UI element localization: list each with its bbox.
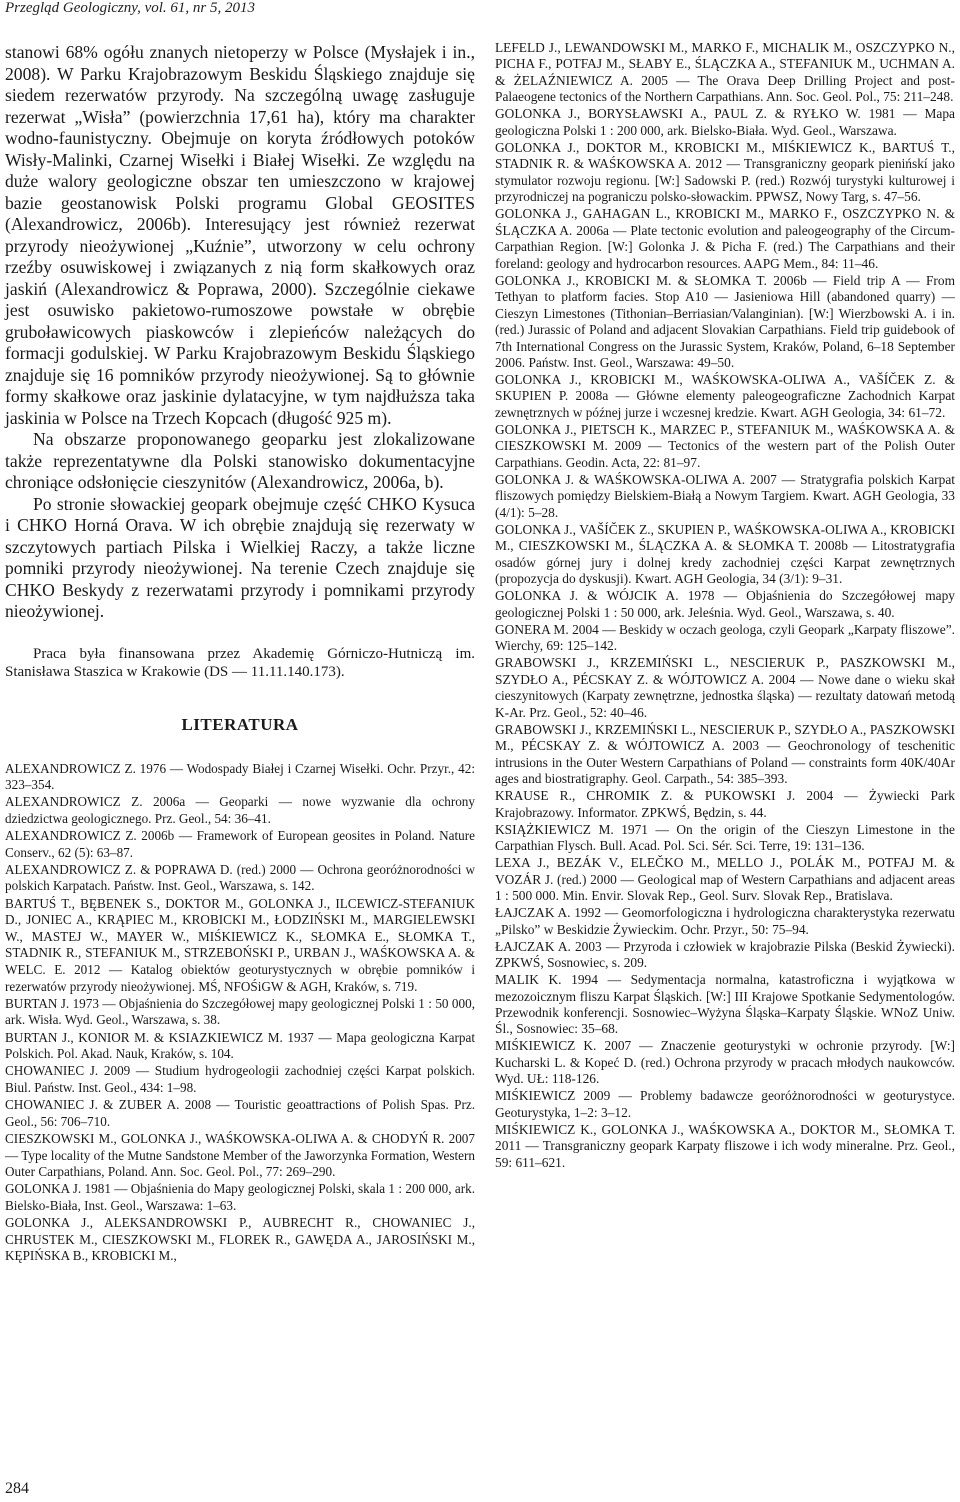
reference-entry: GOLONKA J., GAHAGAN L., KROBICKI M., MARKO F., OSZCZYPKO N. & ŚLĄCZKA A. 2006a — Plate tectonic evolution and paleogeography of the Circum-Carpathian Region. [W:] Golonka J. & Picha F. (red.) The Carpathians and their foreland: geology and hydrocarbon resources. AAPG Mem., 84: 11–46.	[495, 206, 955, 271]
reference-entry: LEXA J., BEZÁK V., ELEČKO M., MELLO J., POLÁK M., POTFAJ M. & VOZÁR J. (red.) 2000 — Geological map of Western Carpathians and adjacent areas 1 : 500 000. Min. Envir. Slovak Rep., Geol. Surv. Slovak Rep., Bratislava.	[495, 855, 955, 904]
references-left	[5, 761, 475, 1265]
page-number: 284	[5, 1480, 29, 1497]
reference-entry: GOLONKA J., VAŠÍČEK Z., SKUPIEN P., WAŚKOWSKA-OLIWA A., KROBICKI M., CIESZKOWSKI M., ŚLĄCZKA A. & SŁOMKA T. 2008b — Litostratygrafia osadów górnej jury i dolnej kredy zachodniej części Karpat zewnętrznych (propozycja do dyskusji). Kwart. AGH Geologia, 34 (3/1): 9–31.	[495, 521, 955, 587]
reference-entry: ALEXANDROWICZ Z. & POPRAWA D. (red.) 2000 — Ochrona georóżnorodności w polskich Karpatach. Państw. Inst. Geol., Warszawa, s. 142.	[5, 861, 475, 894]
reference-entry: GRABOWSKI J., KRZEMIŃSKI L., NESCIERUK P., PASZKOWSKI M., SZYDŁO A., PÉCSKAY Z. & WÓJTOWICZ A. 2004 — Nowe dane o wieku skał cieszynitowych (Karpaty zewnętrzne, jednostka śląska) — rezultaty datowań metodą K-Ar. Prz. Geol., 52: 40–46.	[495, 655, 955, 720]
right-column	[495, 40, 955, 1172]
journal-header: Przegląd Geologiczny, vol. 61, nr 5, 2013	[5, 0, 255, 16]
acknowledgement: Praca była finansowana przez Akademię Górniczo-Hutniczą im. Stanisława Staszica w Krakowie (DS — 11.11.140.173).	[5, 645, 475, 680]
reference-entry: GRABOWSKI J., KRZEMIŃSKI L., NESCIERUK P., SZYDŁO A., PASZKOWSKI M., PÉCSKAY Z. & WÓJTOWICZ A. 2003 — Geochronology of teschenitic intrusions in the Outer Western Carpathians of Poland — constraints form 40K/40Ar ages and biostratigraphy. Geol. Carpath., 54: 385–393.	[495, 721, 955, 787]
reference-entry: ŁAJCZAK A. 2003 — Przyroda i człowiek w krajobrazie Pilska (Beskid Żywiecki). ZPKWŚ, Sosnowiec, s. 209.	[495, 938, 955, 971]
reference-entry: ALEXANDROWICZ Z. 2006b — Framework of European geosites in Poland. Nature Conserv., 62 (5): 63–87.	[5, 828, 475, 860]
reference-entry: GOLONKA J. & WÓJCIK A. 1978 — Objaśnienia do Szczegółowej mapy geologicznej Polski 1 : 50 000, ark. Jeleśnia. Wyd. Geol., Warszawa, s. 40.	[495, 588, 955, 620]
reference-entry: GOLONKA J., PIETSCH K., MARZEC P., STEFANIUK M., WAŚKOWSKA A. & CIESZKOWSKI M. 2009 — Tectonics of the western part of the Polish Outer Carpathians. Geodin. Acta, 22: 81–97.	[495, 421, 955, 470]
body-paragraph: stanowi 68% ogółu znanych nietoperzy w Polsce (Mysłajek i in., 2008). W Parku Krajobrazowym Beskidu Śląskiego znajduje się siedem rezerwatów przyrody. Na szczególną uwagę zasługuje rezerwat „Wisła” (powierzchnia 17,61 ha), który ma charakter wodno-faunistyczny. Obejmuje on koryta źródłowych potoków Wisły-Malinki, Czarnej Wisełki i Białej Wisełki. Ze względu na duże walory geologiczne obszar ten umieszczono w krajowej bazie geostanowisk Polski programu Global GEOSITES (Alexandrowicz, 2006b). Interesujący jest również rezerwat przyrody nieożywionej „Kuźnie”, utworzony w celu ochrony rzeźby osuwiskowej i związanych z nią form skałkowych oraz jaskiń (Alexandrowicz & Poprawa, 2000). Szczególnie ciekawe jest osuwisko pakietowo-rumoszowe powstałe w obrębie gruboławicowych piaskowców i zlepieńców należących do formacji godulskiej. W Parku Krajobrazowym Beskidu Śląskiego znajduje się 16 pomników przyrody nieożywionej. Są to głównie formy skałkowe oraz jaskinie dylatacyjne, w tym najdłuższa taka jaskinia w Polsce na Trzech Kopcach (długość 925 m).	[5, 42, 475, 428]
body-paragraph: Po stronie słowackiej geopark obejmuje część CHKO Kysuca i CHKO Horná Orava. W ich obrębie znajdują się rezerwaty w szczytowych partiach Pilska i Wielkiej Raczy, a także liczne pomniki przyrody nieożywionej. Na terenie Czech znajduje się CHKO Beskydy z rezerwatami przyrody i pomnikami przyrody nieożywionej.	[5, 493, 475, 621]
reference-entry: LEFELD J., LEWANDOWSKI M., MARKO F., MICHALIK M., OSZCZYPKO N., PICHA F., POTFAJ M., SŁABY E., ŚLĄCZKA A., STEFANIUK M., UCHMAN A. & ŻELAŹNIEWICZ A. 2005 — The Orava Deep Drilling Project and post-Palaeogene tectonics of the Northern Carpathians. Ann. Soc. Geol. Pol., 75: 211–248.	[495, 40, 955, 105]
reference-entry: ALEXANDROWICZ Z. 2006a — Geoparki — nowe wyzwanie dla ochrony dziedzictwa geologicznego. Prz. Geol., 54: 36–41.	[5, 794, 475, 826]
reference-entry: BURTAN J. 1973 — Objaśnienia do Szczegółowej mapy geologicznej Polski 1 : 50 000, ark. Wisła. Wyd. Geol., Warszawa, s. 38.	[5, 995, 475, 1028]
reference-entry: ALEXANDROWICZ Z. 1976 — Wodospady Białej i Czarnej Wisełki. Ochr. Przyr., 42: 323–354.	[5, 760, 475, 793]
reference-entry: KRAUSE R., CHROMIK Z. & PUKOWSKI J. 2004 — Żywiecki Park Krajobrazowy. Informator. ZPKWŚ, Będzin, s. 44.	[495, 788, 955, 820]
reference-entry: MIŚKIEWICZ 2009 — Problemy badawcze georóżnorodności w geoturystyce. Geoturystyka, 1–2: 3–12.	[495, 1088, 955, 1120]
reference-entry: GONERA M. 2004 — Beskidy w oczach geologa, czyli Geopark „Karpaty fliszowe”. Wierchy, 69: 125–142.	[495, 621, 955, 654]
reference-entry: GOLONKA J. 1981 — Objaśnienia do Mapy geologicznej Polski, skala 1 : 200 000, ark. Bielsko-Biała, Inst. Geol., Warszawa: 1–63.	[5, 1181, 475, 1213]
reference-entry: MIŚKIEWICZ K. 2007 — Znaczenie geoturystyki w ochronie przyrody. [W:] Kucharski L. & Kopeć D. (red.) Ochrona przyrody w pracach młodych naukowców. Wyd. UŁ: 118-126.	[495, 1038, 955, 1087]
reference-entry: GOLONKA J., BORYSŁAWSKI A., PAUL Z. & RYŁKO W. 1981 — Mapa geologiczna Polski 1 : 200 000, ark. Bielsko-Biała. Wyd. Geol., Warszawa.	[495, 106, 955, 138]
body-paragraph: Na obszarze proponowanego geoparku jest zlokalizowane także reprezentatywne dla Polski stanowisko dokumentacyjne chroniące odsłonięcie cieszynitów (Alexandrowicz, 2006a, b).	[5, 429, 475, 492]
reference-entry: GOLONKA J., KROBICKI M. & SŁOMKA T. 2006b — Field trip A — From Tethyan to platform facies. Stop A10 — Jasieniowa Hill (abandoned quarry) — Cieszyn Limestones (Tithonian–Berriasian/Valanginian). [W:] Wierzbowski A. i in. (red.) Jurassic of Poland and adjacent Slovakian Carpathians. Field trip guidebook of 7th International Congress on the Jurassic System, Kraków, Poland, 6–18 September 2006. Państw. Inst. Geol., Warszawa: 49–50.	[495, 272, 955, 370]
reference-entry: MALIK K. 1994 — Sedymentacja normalna, katastroficzna i wyjątkowa w mezozoicznym fliszu Karpat Śląskich. [W:] III Krajowe Spotkanie Sedymentologów. Przewodnik konferencji. Sosnowiec–Wyżyna Śląska–Karpaty Śląskie. WNoZ Uniw. Śl., Sosnowiec: 35–68.	[495, 972, 955, 1037]
body-text	[5, 42, 475, 623]
reference-entry: BARTUŚ T., BĘBENEK S., DOKTOR M., GOLONKA J., ILCEWICZ-STEFANIUK D., JONIEC A., KRĄPIEC M., KROBICKI M., ŁODZIŃSKI M., MARGIELEWSKI W., MASTEJ W., MAYER W., MIŚKIEWICZ K., SŁOMKA E., SŁOMKA T., STADNIK R., STEFANIUK M., STRZEBOŃSKI P., URBAN J., WAŚKOWSKA A. & WELC. E. 2012 — Katalog obiektów geoturystycznych w obrębie pomników i rezerwatów przyrody nieożywionej. MŚ, NFOŚiGW & AGH, Kraków, s. 719.	[5, 895, 475, 994]
reference-entry: GOLONKA J., DOKTOR M., KROBICKI M., MIŚKIEWICZ K., BARTUŚ T., STADNIK R. & WAŚKOWSKA A. 2012 — Transgraniczny geopark pienińskí jako stymulator rozwoju regionu. [W:] Sadowski P. (red.) Rozwój turystyki kulturowej i przyrodniczej na pograniczu polsko-słowackim. PPWSZ, Nowy Targ, s. 47–56.	[495, 139, 955, 205]
reference-entry: CHOWANIEC J. & ZUBER A. 2008 — Touristic geoattractions of Polish Spas. Prz. Geol., 56: 706–710.	[5, 1097, 475, 1129]
reference-entry: GOLONKA J., ALEKSANDROWSKI P., AUBRECHT R., CHOWANIEC J., CHRUSTEK M., CIESZKOWSKI M., FLOREK R., GAWĘDA A., JAROSIŃSKI M., KĘPIŃSKA B., KROBICKI M.,	[5, 1215, 475, 1264]
reference-entry: KSIĄŻKIEWICZ M. 1971 — On the origin of the Cieszyn Limestone in the Carpathian Flysch. Bull. Acad. Pol. Sci. Sér. Sci. Terre, 19: 131–136.	[495, 821, 955, 854]
reference-entry: GOLONKA J. & WAŚKOWSKA-OLIWA A. 2007 — Stratygrafia polskich Karpat fliszowych pomiędzy Bielskiem-Białą a Nowym Targiem. Kwart. AGH Geologia, 33 (4/1): 5–28.	[495, 471, 955, 520]
left-column	[5, 42, 475, 1265]
reference-entry: BURTAN J., KONIOR M. & KSIAZKIEWICZ M. 1937 — Mapa geologiczna Karpat Polskich. Pol. Akad. Nauk, Kraków, s. 104.	[5, 1029, 475, 1062]
reference-entry: GOLONKA J., KROBICKI M., WAŚKOWSKA-OLIWA A., VAŠÍČEK Z. & SKUPIEN P. 2008a — Główne elementy paleogeograficzne Zachodnich Karpat zewnętrznych w późnej jurze i wczesnej kredzie. Kwart. AGH Geologia, 34: 61–72.	[495, 372, 955, 420]
reference-entry: CHOWANIEC J. 2009 — Studium hydrogeologii zachodniej części Karpat polskich. Biul. Państw. Inst. Geol., 434: 1–98.	[5, 1063, 475, 1095]
reference-entry: CIESZKOWSKI M., GOLONKA J., WAŚKOWSKA-OLIWA A. & CHODYŃ R. 2007 — Type locality of the Mutne Sandstone Member of the Jaworzynka Formation, Western Outer Carpathians, Poland. Ann. Soc. Geol. Pol., 77: 269–290.	[5, 1130, 475, 1180]
literature-heading: LITERATURA	[181, 714, 299, 734]
reference-entry: ŁAJCZAK A. 1992 — Geomorfologiczna i hydrologiczna charakterystyka rezerwatu „Pilsko” w Beskidzie Żywieckim. Ochr. Przyr., 50: 75–94.	[495, 905, 955, 937]
reference-entry: MIŚKIEWICZ K., GOLONKA J., WAŚKOWSKA A., DOKTOR M., SŁOMKA T. 2011 — Transgraniczny geopark Karpaty fliszowe i ich wody mineralne. Prz. Geol., 59: 611–621.	[495, 1121, 955, 1170]
